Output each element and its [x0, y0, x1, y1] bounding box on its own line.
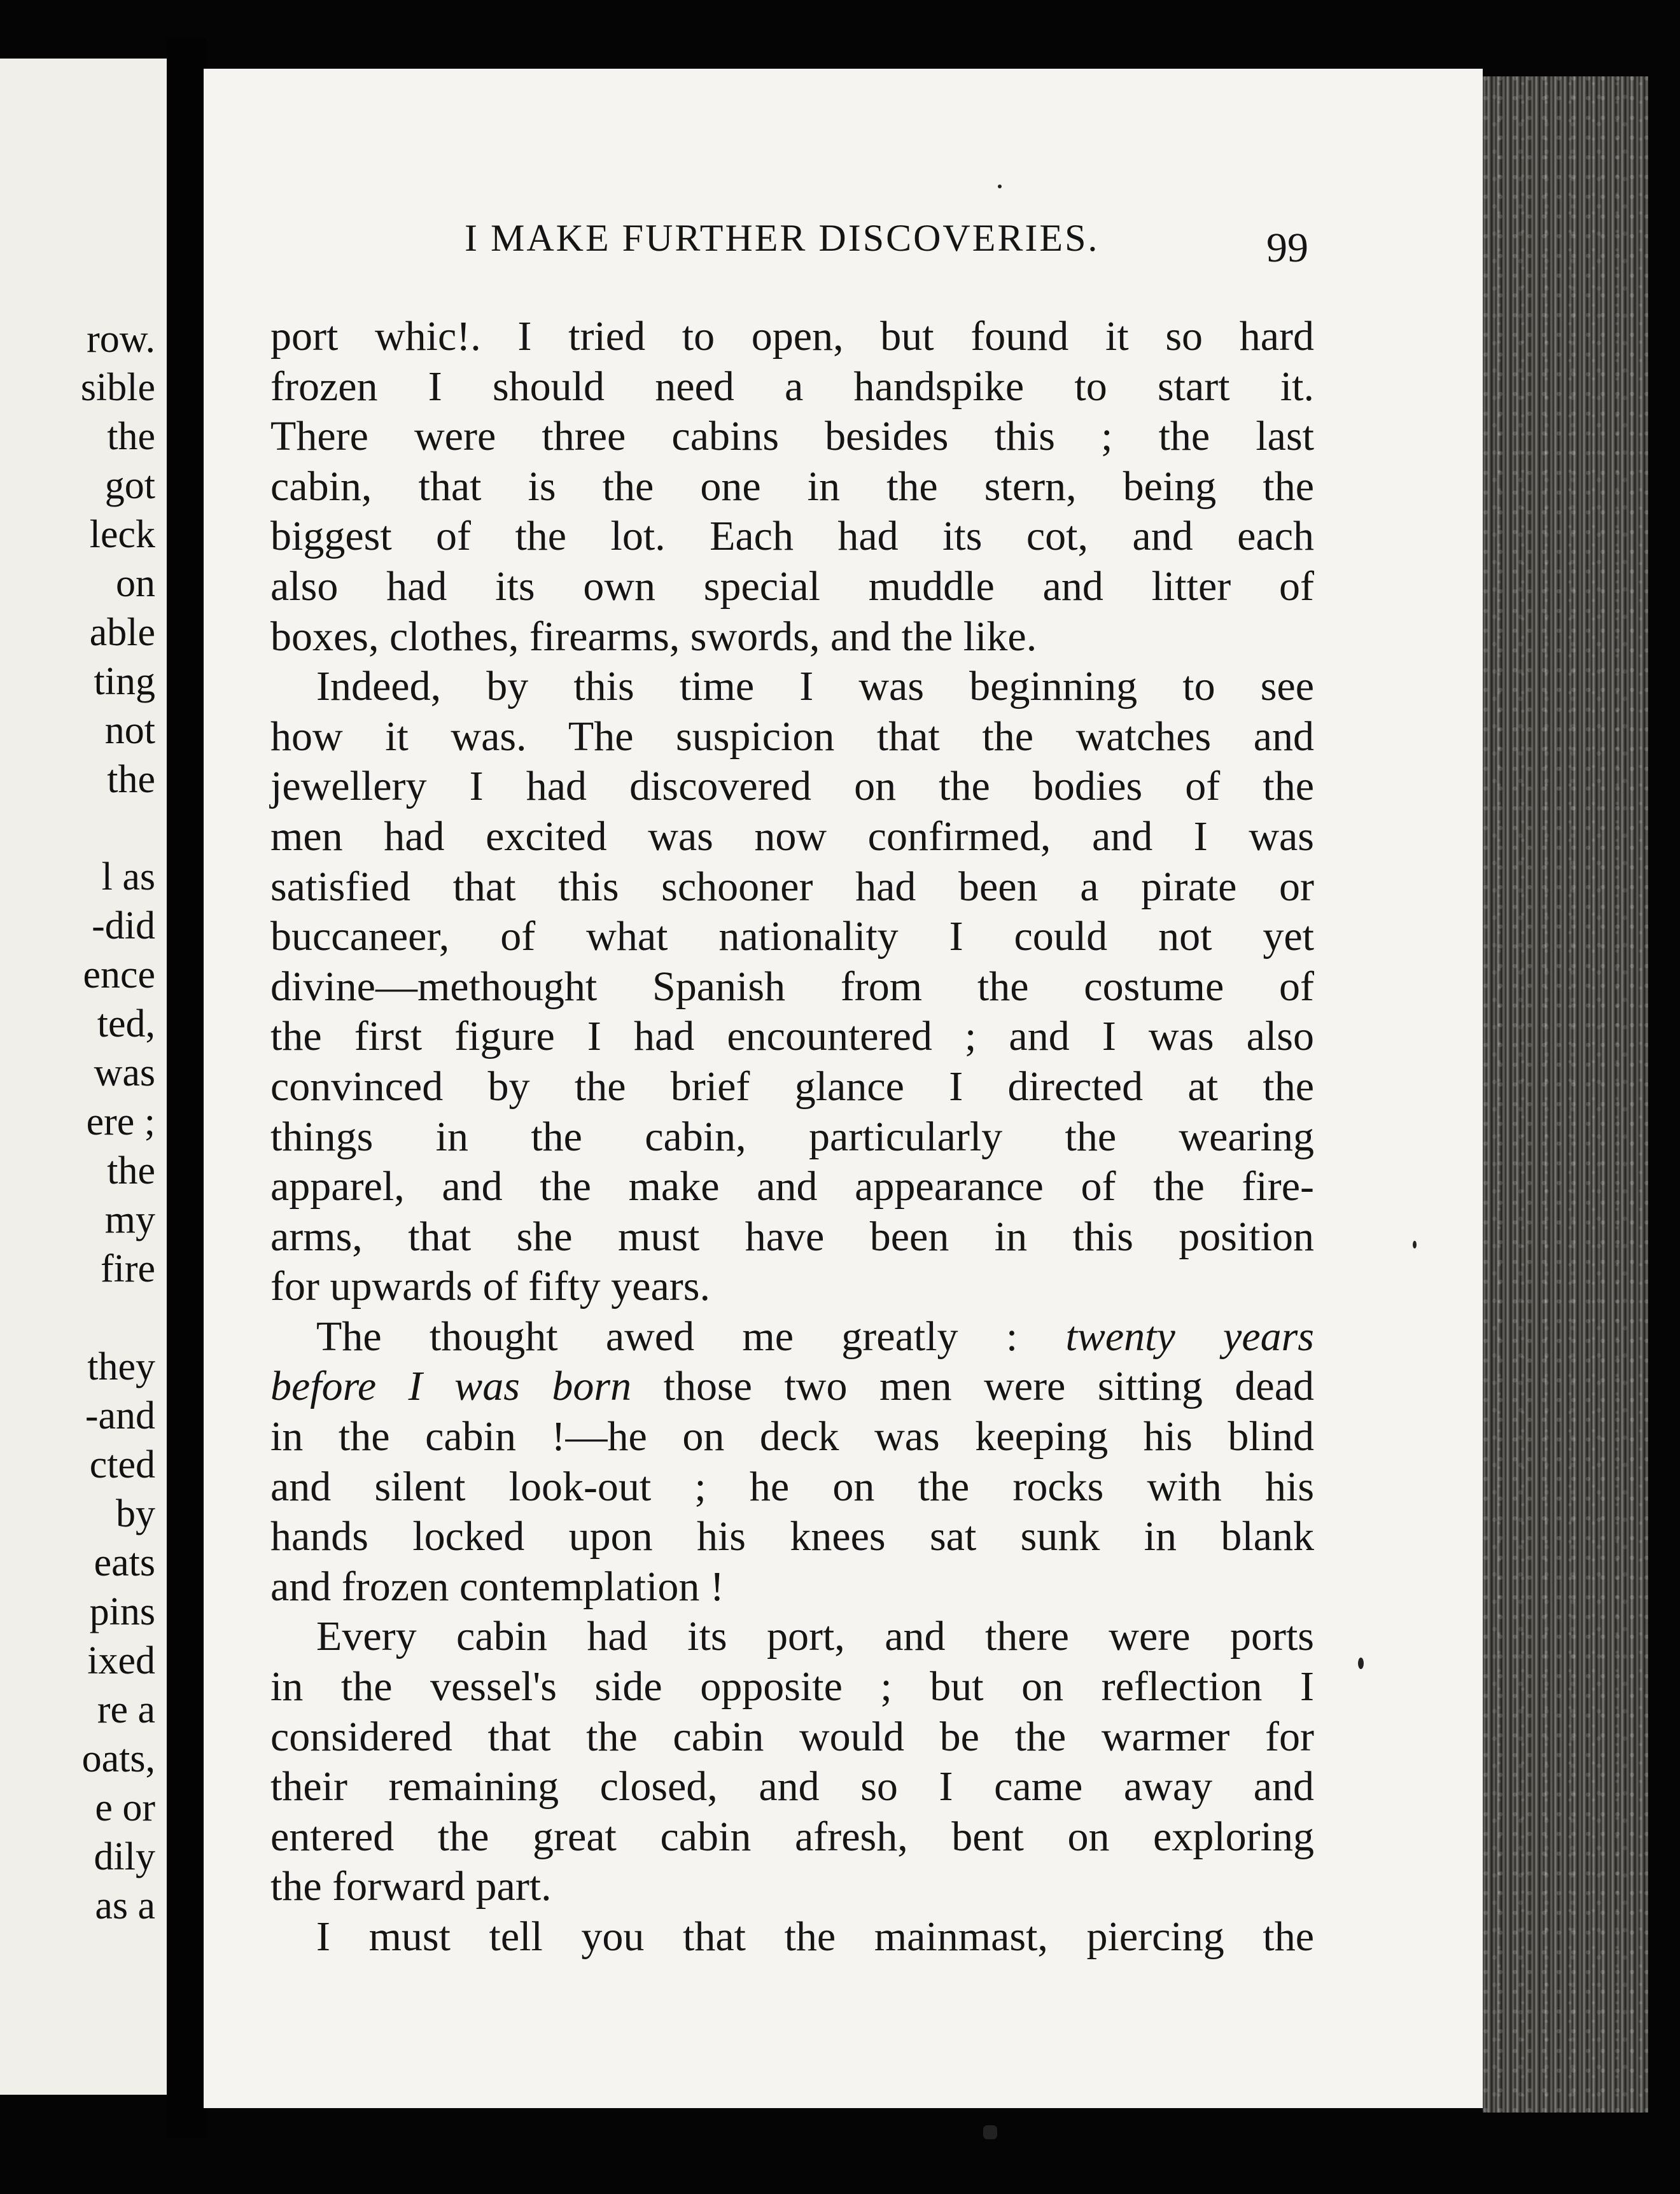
- text-line: the first figure I had encountered ; and I was also: [270, 1013, 1314, 1060]
- left-page-fragment: as a: [95, 1884, 155, 1927]
- left-page-fragment: able: [89, 611, 155, 654]
- text-line: cabin, that is the one in the stern, being the: [270, 463, 1314, 510]
- text-line: how it was. The suspicion that the watches and: [270, 713, 1314, 760]
- left-page-fragment: l as: [101, 855, 155, 898]
- text-line: for upwards of fifty years.: [270, 1263, 710, 1310]
- text-line: There were three cabins besides this ; the last: [270, 413, 1314, 460]
- left-page-fragment: ted,: [97, 1002, 155, 1045]
- left-page-fragment: by: [116, 1492, 155, 1535]
- scan-speck: [998, 185, 1002, 188]
- left-page-fragment: cted: [89, 1443, 155, 1486]
- left-page-fragment: e or: [95, 1786, 155, 1829]
- scan-speck: [983, 2125, 997, 2139]
- scan-speck: [1413, 1241, 1417, 1248]
- text-line: boxes, clothes, firearms, swords, and the like.: [270, 613, 1037, 660]
- text-line: hands locked upon his knees sat sunk in blank: [270, 1513, 1314, 1560]
- page-edges-texture: [1483, 76, 1648, 2113]
- left-page-fragment: not: [104, 709, 155, 752]
- text-line: considered that the cabin would be the warmer for: [270, 1713, 1314, 1760]
- left-page-fragment: -and: [85, 1394, 155, 1437]
- left-page-fragment: ere ;: [86, 1100, 155, 1143]
- text-run: The thought awed me greatly :: [316, 1313, 1066, 1360]
- left-page-fragment: the: [107, 758, 155, 801]
- left-page-fragment: fire: [100, 1247, 155, 1290]
- left-page-fragment: ixed: [87, 1639, 155, 1682]
- left-page-fragment: ence: [83, 953, 155, 996]
- text-line: their remaining closed, and so I came away and: [270, 1763, 1314, 1810]
- page-body: [270, 312, 1314, 1962]
- italic-text-run: twenty years: [1065, 1313, 1314, 1360]
- text-line: port whic!. I tried to open, but found it so hard: [270, 313, 1314, 360]
- left-page-fragment: eats: [94, 1541, 155, 1584]
- left-page-fragment: leck: [89, 513, 155, 556]
- left-page-fragment: on: [116, 562, 155, 605]
- left-page-fragment: oats,: [81, 1737, 155, 1780]
- text-line: the forward part.: [270, 1863, 552, 1910]
- left-facing-page: [0, 59, 167, 2095]
- text-line: buccaneer, of what nationality I could not yet: [270, 913, 1314, 960]
- left-page-fragment: -did: [92, 904, 155, 947]
- left-page-fragment: pins: [89, 1590, 155, 1633]
- text-line: jewellery I had discovered on the bodies of the: [270, 763, 1314, 810]
- left-page-fragment: row.: [87, 318, 155, 361]
- text-line: men had excited was now confirmed, and I was: [270, 813, 1314, 860]
- page-number: 99: [1266, 225, 1308, 271]
- paragraph-first-line: I must tell you that the mainmast, piercing the: [316, 1913, 1314, 1960]
- left-page-fragment: got: [104, 464, 155, 507]
- text-run: those two men were sitting dead: [631, 1363, 1315, 1410]
- left-page-fragment: the: [107, 1149, 155, 1192]
- text-line: satisfied that this schooner had been a pirate or: [270, 863, 1314, 910]
- text-line: in the vessel's side opposite ; but on reflection I: [270, 1663, 1314, 1710]
- paragraph-first-line: Every cabin had its port, and there were ports: [316, 1613, 1314, 1660]
- paragraph-first-line: [270, 1312, 1314, 1362]
- text-line: also had its own special muddle and litter of: [270, 562, 1314, 610]
- running-head: [465, 216, 1311, 260]
- text-line: and silent look-out ; he on the rocks with his: [270, 1463, 1314, 1510]
- text-line: arms, that she must have been in this position: [270, 1213, 1314, 1260]
- text-line: entered the great cabin afresh, bent on exploring: [270, 1813, 1314, 1860]
- left-page-fragment: dily: [94, 1835, 155, 1878]
- text-line: and frozen contemplation !: [270, 1563, 724, 1610]
- text-line: frozen I should need a handspike to start it.: [270, 363, 1314, 410]
- text-line: convinced by the brief glance I directed at the: [270, 1063, 1314, 1110]
- text-line: divine—methought Spanish from the costume of: [270, 963, 1314, 1010]
- running-head-text: I MAKE FURTHER DISCOVERIES.: [465, 217, 1100, 259]
- text-line: biggest of the lot. Each had its cot, and each: [270, 513, 1314, 560]
- text-line: things in the cabin, particularly the wearing: [270, 1113, 1314, 1160]
- left-page-fragment: the: [107, 415, 155, 458]
- text-line: in the cabin !—he on deck was keeping his blind: [270, 1413, 1314, 1460]
- left-page-fragment: re a: [97, 1688, 155, 1731]
- italic-text-run: before I was born: [270, 1363, 632, 1410]
- text-line: [270, 1362, 1314, 1412]
- text-line: apparel, and the make and appearance of the fire-: [270, 1163, 1314, 1210]
- left-page-fragment: was: [94, 1051, 155, 1094]
- left-page-fragment: they: [87, 1345, 155, 1388]
- book-gutter: [167, 38, 206, 2138]
- scan-speck: [1358, 1658, 1364, 1669]
- paragraph-first-line: Indeed, by this time I was beginning to see: [316, 663, 1314, 710]
- left-page-fragment: ting: [94, 660, 155, 703]
- left-page-fragment: sible: [80, 366, 155, 409]
- left-page-fragment: my: [104, 1198, 155, 1241]
